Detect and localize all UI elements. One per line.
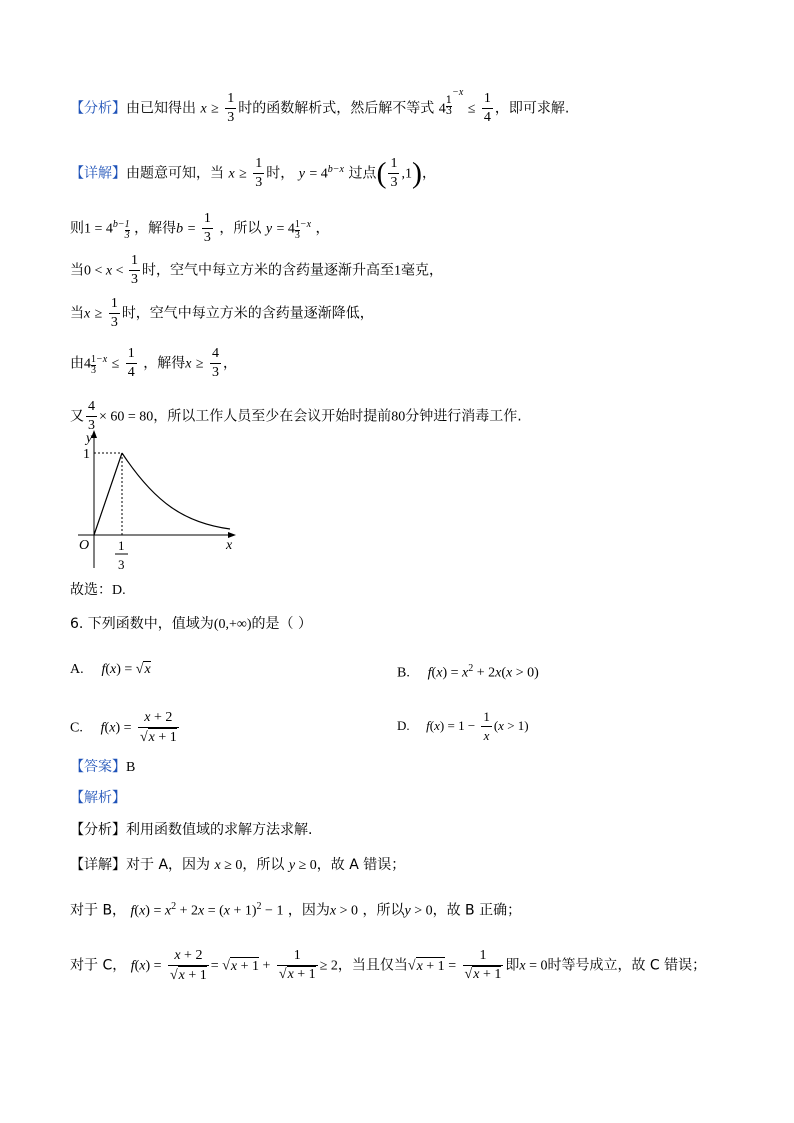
- rising-segment: [94, 453, 122, 535]
- solve-b-line: 则$1 = 4^{b- \frac{1}{3}}$ ，解得b = $\frac{1}{3}$ ，所以 y = 4 $^{\frac{1}{3}-x}$ ，: [70, 211, 330, 245]
- detail-line: 【详解】由题意可知，当 x ≥ $\frac{1}{3}$ 时， $y = 4^{b-x}$ 过点( $\frac{1}{3}$ ,1)，: [70, 156, 436, 190]
- third-num: 1: [118, 538, 125, 553]
- option-c: C. f(x) = $\frac{x + 2}{√x + 1}$: [70, 710, 177, 745]
- decrease-line: 当x ≥ $\frac{1}{3}$ 时，空气中每立方米的含药量逐渐降低，: [70, 296, 374, 330]
- answer-value: B: [126, 760, 136, 775]
- function-graph: [70, 428, 250, 578]
- detail-b-line: 对于 B， $f(x) = x^2 + 2x = (x + 1)^2 - 1$ ，因为x > 0 ，所以y > 0，故 B 正确；: [70, 901, 522, 919]
- conclusion-line: 又 $\frac{4}{3}$ × 60 = 80，所以工作人员至少在会议开始时提前80分钟进行消毒工作.: [70, 399, 522, 433]
- explain-line: [70, 788, 126, 808]
- explain-tag: 【解析】: [70, 790, 126, 806]
- decay-curve: [122, 453, 230, 529]
- answer-tag: 【答案】: [70, 759, 126, 775]
- analysis-tag: 【分析】: [70, 100, 126, 117]
- y-label: y: [86, 431, 93, 446]
- origin-label: O: [79, 538, 90, 553]
- option-b: B. $f(x) = x^2 + 2x(x > 0)$: [397, 663, 539, 681]
- third-den: 3: [118, 557, 125, 572]
- detail-c-line: 对于 C， f(x) = $\frac{x + 2}{√x + 1}$ = √x + 1 + $\frac{1}{√x + 1}$ ≥ 2，当且仅当√x + 1 = $\frac{1}{√x + 1}$ 即x = 0时等号成立，故 C 错误；: [70, 948, 707, 983]
- option-d: D. f(x) = 1 − $\frac{1}{x}$ (x > 1): [397, 709, 529, 743]
- question-6: 6. 下列函数中，值域为(0,+∞)的是（ ）: [70, 616, 312, 632]
- one-label: 1: [83, 447, 90, 462]
- detail-a-line: 【详解】对于 A，因为 x ≥ 0，所以 y ≥ 0，故 A 错误；: [70, 857, 406, 873]
- analysis-2-line: 【分析】利用函数值域的求解方法求解.: [70, 822, 313, 838]
- choice-line: 故选：D.: [70, 582, 126, 598]
- option-a: A. f(x) = √x: [70, 662, 151, 677]
- analysis-line: 【分析】由已知得出 x ≥ $\frac{1}{3}$ 时的函数解析式，然后解不等式 4 $\frac{1}{3}^{-x}$ ≤ $\frac{1}{4}$ ，即可求解.: [70, 86, 570, 125]
- inequality-line: 由4 $^{\frac{1}{3}-x}$ ≤ $\frac{1}{4}$ ，解得x ≥ $\frac{4}{3}$ ，: [70, 346, 238, 380]
- detail-tag: 【详解】: [70, 165, 126, 182]
- x-label: x: [226, 538, 233, 553]
- answer-line: [70, 757, 135, 778]
- increase-line: 当0 < x < $\frac{1}{3}$ 时，空气中每立方米的含药量逐渐升高至1毫克，: [70, 253, 444, 287]
